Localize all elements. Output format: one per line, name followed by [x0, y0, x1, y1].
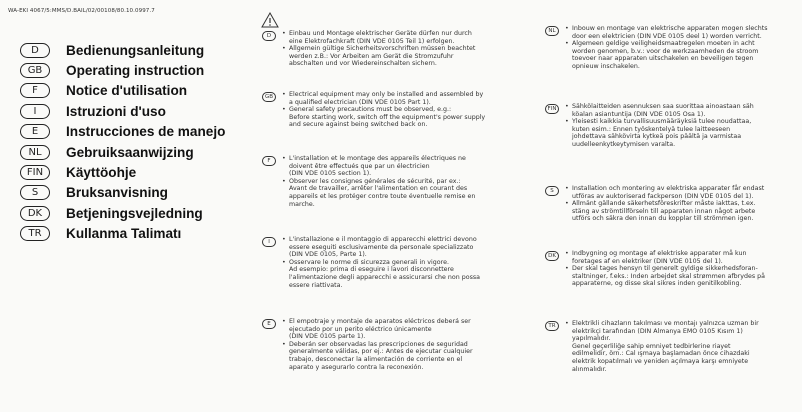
- document-code: WA-EKI 4067/5:MMS/D.BAIL/02/00108/80.10.0997.7: [8, 8, 155, 14]
- bullet-text: General safety precautions must be observed, e.g.: Before starting work, switch off the equipment's power supply and secure against being switched back on.: [289, 106, 486, 129]
- language-code-badge: FIN: [545, 104, 559, 114]
- bullet-list: [565, 25, 767, 71]
- bullet-item: [282, 178, 475, 208]
- language-title: Bedienungsanleitung: [66, 42, 205, 58]
- bullet-icon: •: [565, 200, 569, 208]
- safety-block-d: [262, 30, 475, 68]
- language-item: [20, 203, 225, 223]
- language-title: Istruzioni d'uso: [66, 103, 166, 119]
- language-item: [20, 40, 225, 60]
- language-code-badge: NL: [20, 145, 50, 160]
- bullet-list: [282, 30, 475, 68]
- bullet-text: Installation och montering av elektriska apparater får endast utföras av auktoriserad fackperson (DIN VDE 0105 del 1).: [572, 185, 765, 200]
- bullet-text: L'installazione e il montaggio di apparecchi elettrici devono essere eseguiti esclusivamente da personale specializzato (DIN VDE 0105, Parte 1).: [289, 236, 477, 259]
- bullet-item: [282, 259, 480, 289]
- bullet-list: [565, 320, 759, 373]
- bullet-text: Einbau und Montage elektrischer Geräte dürfen nur durch eine Elektrofachkraft (DIN VDE 0105 Teil 1) erfolgen.: [289, 30, 472, 45]
- bullet-list: [565, 103, 754, 149]
- bullet-icon: •: [565, 40, 569, 48]
- bullet-item: [565, 25, 767, 40]
- bullet-icon: •: [565, 103, 569, 110]
- safety-block-nl: [545, 25, 767, 71]
- bullet-item: [565, 265, 765, 288]
- bullet-text: Electrical equipment may only be installed and assembled by a qualified electrician (DIN VDE 0105 Part 1).: [289, 91, 484, 106]
- bullet-list: [565, 185, 764, 223]
- language-item: [20, 81, 225, 101]
- bullet-icon: •: [282, 258, 286, 266]
- language-item: [20, 122, 225, 142]
- bullet-item: [565, 250, 765, 265]
- language-code-badge: F: [262, 156, 276, 166]
- language-code-badge: TR: [545, 321, 559, 331]
- language-code-badge: E: [20, 124, 50, 139]
- language-item: [20, 142, 225, 162]
- bullet-icon: •: [282, 177, 286, 185]
- bullet-item: [282, 341, 473, 371]
- language-item: [20, 224, 225, 244]
- bullet-icon: •: [282, 91, 286, 98]
- bullet-list: [282, 318, 473, 371]
- bullet-list: [565, 250, 765, 288]
- language-code-badge: D: [20, 43, 50, 58]
- language-code-badge: GB: [20, 63, 50, 78]
- bullet-icon: •: [565, 320, 569, 327]
- language-code-badge: NL: [545, 26, 559, 36]
- language-code-badge: DK: [545, 251, 559, 261]
- language-title: Bruksanvisning: [66, 185, 168, 201]
- language-item: [20, 183, 225, 203]
- language-item: [20, 162, 225, 182]
- safety-block-e: [262, 318, 473, 371]
- language-title: Gebruiksaanwijzing: [66, 144, 194, 160]
- safety-block-i: [262, 236, 480, 289]
- bullet-icon: •: [565, 265, 569, 273]
- bullet-icon: •: [565, 118, 569, 126]
- language-code-badge: I: [20, 104, 50, 119]
- language-code-badge: GB: [262, 92, 276, 102]
- bullet-item: [565, 103, 754, 118]
- bullet-icon: •: [565, 25, 569, 32]
- bullet-icon: •: [282, 340, 286, 348]
- safety-block-f: [262, 155, 475, 208]
- bullet-item: [282, 45, 475, 68]
- language-title: Käyttöohje: [66, 165, 137, 181]
- bullet-icon: •: [282, 106, 286, 114]
- bullet-icon: •: [565, 185, 569, 192]
- language-code-badge: S: [545, 186, 559, 196]
- bullet-icon: •: [282, 30, 286, 37]
- language-code-badge: D: [262, 31, 276, 41]
- bullet-icon: •: [282, 318, 286, 325]
- bullet-text: Yleisesti kaikkia turvallisuusmääräyksiä tulee noudattaa, kuten esim.: Ennen työskentelyä tulee laitteeseen johdettava sähkövirta kytkeä pois päältä ja varmistaa uudelleenkytkeytymisen varalta.: [572, 118, 752, 148]
- language-title: Kullanma Talimatı: [66, 226, 182, 242]
- language-code-badge: S: [20, 185, 50, 200]
- warning-triangle-icon: [261, 12, 279, 28]
- language-item: [20, 101, 225, 121]
- bullet-item: [282, 318, 473, 341]
- language-code-badge: E: [262, 319, 276, 329]
- bullet-item: [282, 155, 475, 178]
- bullet-text: Sähkölaitteiden asennuksen saa suorittaa ainoastaan säh köalan asiantuntija (DIN VDE 0105 Osa 1).: [572, 103, 754, 118]
- safety-block-s: [545, 185, 764, 223]
- language-code-badge: I: [262, 237, 276, 247]
- bullet-text: Deberán ser observadas las prescripciones de seguridad generalmente válidas, por ej.: Antes de ejecutar cualquier trabajo, desconectar la alimentación de corriente en el aparato y asegurarlo contra la reconexión.: [289, 340, 473, 371]
- bullet-text: Osservare le norme di sicurezza generali in vigore. Ad esempio: prima di eseguire i lavori disconnettere l'alimentazione degli apparecchi e assicurarsi che non possa essere riattivata.: [289, 258, 481, 289]
- safety-block-gb: [262, 91, 485, 129]
- language-title: Instrucciones de manejo: [66, 124, 226, 140]
- bullet-text: Indbygning og montage af elektriske apparater må kun foretages af en elektriker (DIN VDE 0105 del 1).: [572, 250, 747, 265]
- bullet-icon: •: [565, 250, 569, 257]
- language-title: Operating instruction: [66, 63, 205, 79]
- language-code-badge: TR: [20, 226, 50, 241]
- bullet-icon: •: [282, 155, 286, 162]
- bullet-text: L'installation et le montage des appareils électriques ne doivent être effectués que par un électricien (DIN VDE 0105 section 1).: [289, 155, 466, 178]
- bullet-text: El empotraje y montaje de aparatos eléctricos deberá ser ejecutado por un perito eléctrico únicamente (DIN VDE 0105 parte 1).: [289, 318, 471, 341]
- safety-block-fin: [545, 103, 754, 149]
- bullet-text: Allgemein gültige Sicherheitsvorschriften müssen beachtet werden z.B.: Vor Arbeiten am Gerät die Stromzufuhr abschalten und vor Wiedereinschalten sichern.: [289, 45, 476, 68]
- bullet-icon: •: [282, 236, 286, 243]
- bullet-list: [282, 236, 480, 289]
- bullet-text: Allmänt gällande säkerhetsföreskrifter måste iakttas, t.ex. stäng av strömtillförseln till apparaten innan något arbete utförs och säkra den innan du kopplar till strömmen igen.: [572, 200, 756, 223]
- bullet-item: [282, 106, 485, 129]
- bullet-item: [565, 320, 759, 373]
- language-item: [20, 60, 225, 80]
- bullet-item: [565, 40, 767, 70]
- language-code-badge: FIN: [20, 165, 50, 180]
- safety-block-tr: [545, 320, 759, 373]
- bullet-list: [282, 155, 475, 208]
- bullet-item: [282, 236, 480, 259]
- bullet-item: [565, 118, 754, 148]
- bullet-item: [565, 185, 764, 200]
- bullet-item: [282, 30, 475, 45]
- language-index: [20, 40, 225, 244]
- language-title: Betjeningsvejledning: [66, 205, 203, 221]
- safety-block-dk: [545, 250, 765, 288]
- bullet-item: [565, 200, 764, 223]
- bullet-item: [282, 91, 485, 106]
- bullet-text: Inbouw en montage van elektrische apparaten mogen slechts door een elektricien (DIN VDE 0105 deel 1) worden verricht.: [572, 25, 768, 40]
- bullet-list: [282, 91, 485, 129]
- bullet-text: Elektrikli cihazların takılması ve montajı yalnızca uzman bir elektrikçi tarafından (DIN Almanya EMO 0105 Kısım 1) yapılmalıdır. Genel geçerliliğe sahip emniyet tedbirlerine riayet edilmelidir, örn.: Cal ışmaya başlamadan önce cihazdaki elektrik kopatılmalı ve yeniden açılmaya karşı emniyete alınmalıdır.: [572, 320, 759, 373]
- bullet-icon: •: [282, 45, 286, 53]
- bullet-text: Algemeen geldige veiligheidsmaatregelen moeten in acht worden genomen, b.v.: voor de werkzaamheden de stroom toevoer naar apparaten uitschakelen en beveiligen tegen opnieuw inschakelen.: [572, 40, 759, 70]
- bullet-text: Der skal tages hensyn til generelt gyldige sikkerhedsforan- staltninger, f.eks.: Inden arbejdet skal strømmen afbrydes på apparaterne, og disse skal sikres inden genitilkobling.: [572, 265, 765, 288]
- bullet-text: Observer les consignes générales de sécurité, par ex.: Avant de travailler, arrêter l'alimentation en courant des appareils et les protéger contre toute éventuelle remise en marche.: [289, 177, 476, 208]
- language-title: Notice d'utilisation: [66, 83, 188, 99]
- language-code-badge: DK: [20, 206, 50, 221]
- language-code-badge: F: [20, 83, 50, 98]
